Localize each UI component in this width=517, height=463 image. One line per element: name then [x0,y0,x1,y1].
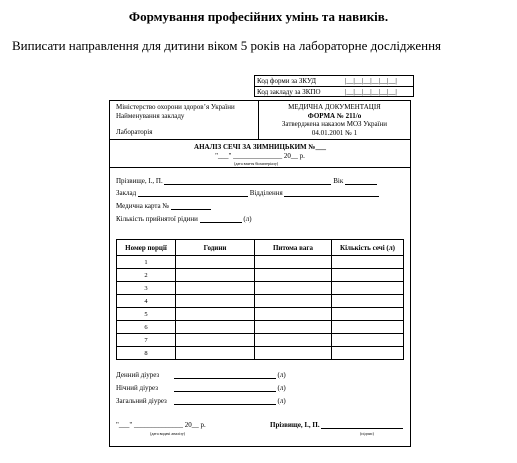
med-doc-label: МЕДИЧНА ДОКУМЕНТАЦІЯ [288,103,381,111]
med-card-field[interactable] [171,209,211,210]
total-diuresis-field[interactable] [174,404,276,405]
density-cell[interactable] [255,282,332,295]
analysis-title: АНАЛІЗ СЕЧІ ЗА ЗИМНИЦЬКИМ №___ [194,143,326,151]
portion-number: 5 [117,308,176,321]
portions-table [116,239,404,360]
laboratory-label: Лабораторія [116,128,153,136]
day-diuresis-label: Денний діурез [116,371,160,379]
hours-cell[interactable] [176,269,255,282]
med-card-label: Медична карта № [116,202,170,210]
surname-label: Прізвище, І., П. [116,177,163,185]
institution-field[interactable] [138,196,248,197]
form-header-right [259,101,410,140]
table-row [117,347,404,360]
night-diuresis-label: Нічний діурез [116,384,158,392]
density-cell[interactable] [255,308,332,321]
signer-label: Прізвище, І., П. [270,421,320,429]
portion-number: 4 [117,295,176,308]
portion-number: 1 [117,256,176,269]
age-field[interactable] [345,184,377,185]
table-row [117,308,404,321]
volume-cell[interactable] [332,334,404,347]
department-field[interactable] [284,196,379,197]
code-zkud-label: Код форми за ЗКУД [257,77,316,85]
table-row [117,256,404,269]
night-diuresis-row [116,384,286,392]
analysis-date [110,152,410,160]
code-zkud-boxes: |__|__|__|__|__|__| [345,77,397,85]
hours-cell[interactable] [176,256,255,269]
age-label: Вік [333,177,344,185]
total-diuresis-unit: (л) [277,397,286,405]
volume-cell[interactable] [332,347,404,360]
col-portion-header: Номер порції [117,240,176,256]
density-cell[interactable] [255,256,332,269]
hours-cell[interactable] [176,347,255,360]
density-cell[interactable] [255,347,332,360]
signature-field[interactable] [321,428,403,429]
volume-cell[interactable] [332,321,404,334]
portion-number: 2 [117,269,176,282]
analysis-date-suffix: 20__ р. [283,152,305,160]
liquid-label: Кількість прийнятої рідини [116,215,198,223]
hours-cell[interactable] [176,282,255,295]
col-volume-header: Кількість сечі (л) [332,240,404,256]
task-text: Виписати направлення для дитини віком 5 років на лабораторне дослідження [12,38,442,53]
institution-label: Заклад [116,189,137,197]
volume-cell[interactable] [332,282,404,295]
day-diuresis-field[interactable] [174,378,276,379]
liquid-field[interactable] [200,222,242,223]
table-row [117,295,404,308]
col-density-header: Питома вага [255,240,332,256]
volume-cell[interactable] [332,269,404,282]
sign-hint: (підпис) [360,431,375,436]
total-diuresis-row [116,397,286,405]
code-zkpo-row [255,86,413,97]
hours-cell[interactable] [176,308,255,321]
density-cell[interactable] [255,269,332,282]
surname-field[interactable] [164,184,331,185]
approval-date: 04.01.2001 № 1 [311,128,358,137]
page-title: Формування професійних умінь та навиків. [128,9,389,24]
volume-cell[interactable] [332,256,404,269]
density-cell[interactable] [255,334,332,347]
portion-number: 7 [117,334,176,347]
hours-cell[interactable] [176,321,255,334]
liquid-unit: (л) [243,215,252,223]
approval-label: Затверджена наказом МОЗ України [281,120,388,128]
footer-date-hint: (дата видачі аналізу) [150,431,186,436]
analysis-date-hint: (дата взяття біоматеріалу) [234,161,279,166]
institution-row [116,189,379,197]
volume-cell[interactable] [332,308,404,321]
lab-form [109,100,411,447]
footer-date-suffix: 20__ р. [184,421,206,429]
table-row [117,334,404,347]
form-number: ФОРМА № 211/о [307,111,362,120]
code-zkpo-boxes: |__|__|__|__|__|__| [345,88,397,96]
day-diuresis-unit: (л) [277,371,286,379]
form-header-left [110,101,259,140]
density-cell[interactable] [255,295,332,308]
analysis-date-prefix: "___" ______________ [215,152,283,160]
code-zkpo-label: Код закладу за ЗКПО [257,88,321,96]
footer-date [116,421,206,429]
liquid-row [116,215,252,223]
portion-number: 3 [117,282,176,295]
table-row [117,269,404,282]
table-row [117,321,404,334]
codes-box [254,75,414,97]
portion-number: 6 [117,321,176,334]
footer-date-prefix: "___" ______________ [116,421,183,429]
code-zkud-row [255,76,413,86]
ministry-label: Міністерство охорони здоров’я України [116,103,235,111]
night-diuresis-unit: (л) [277,384,286,392]
night-diuresis-field[interactable] [174,391,276,392]
table-row [117,282,404,295]
institution-name-label: Найменування закладу [116,112,185,120]
divider [110,167,410,168]
volume-cell[interactable] [332,295,404,308]
med-card-row [116,202,211,210]
portion-number: 8 [117,347,176,360]
hours-cell[interactable] [176,295,255,308]
signer-row [270,421,403,429]
total-diuresis-label: Загальний діурез [116,397,167,405]
density-cell[interactable] [255,321,332,334]
day-diuresis-row [116,371,286,379]
surname-row [116,177,377,185]
department-label: Відділення [249,189,283,197]
col-hours-header: Години [176,240,255,256]
hours-cell[interactable] [176,334,255,347]
